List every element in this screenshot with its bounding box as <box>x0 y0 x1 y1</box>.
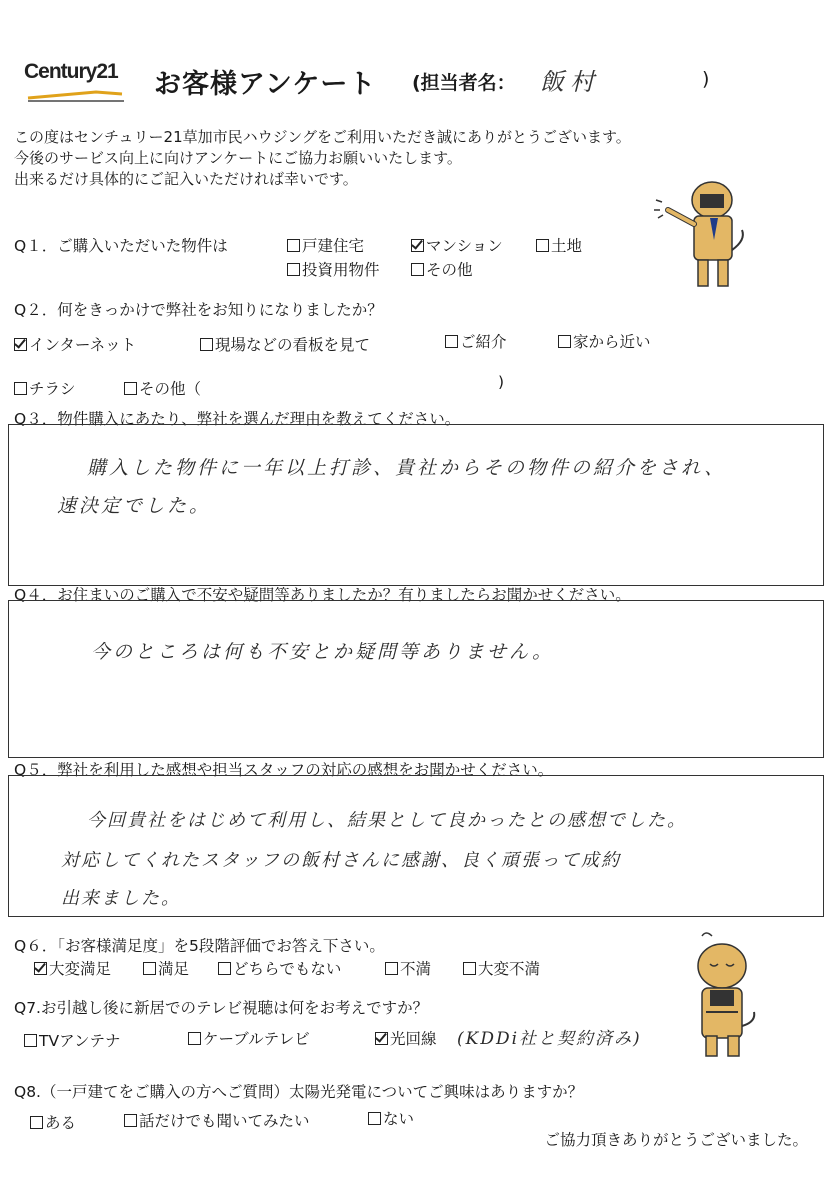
checked-checkbox-icon <box>14 338 27 351</box>
q5-question: Q５．弊社を利用した感想や担当スタッフの対応の感想をお聞かせください。 <box>14 761 554 779</box>
q2-other-close: ) <box>498 373 505 391</box>
intro-line: 今後のサービス向上に向けアンケートにご協力お願いいたします。 <box>14 149 462 167</box>
staff-field <box>412 68 710 96</box>
brand-name: Century21 <box>24 60 118 83</box>
checkbox-icon <box>30 1116 43 1129</box>
staff-label: (担当者名： <box>412 72 516 94</box>
q6-option-very-dissatisfied[interactable]: 大変不満 <box>463 957 540 979</box>
staff-close: ) <box>702 68 710 90</box>
q1-question: Q１．ご購入いただいた物件は <box>14 237 228 255</box>
q8-option-no[interactable]: ない <box>368 1107 414 1129</box>
q2-option-other[interactable]: その他（ <box>124 377 201 399</box>
q2-option-internet[interactable]: インターネット <box>14 333 136 355</box>
checkbox-icon <box>218 962 231 975</box>
q8-question: Q8.（一戸建てをご購入の方へご質問）太陽光発電についてご興味はありますか？ <box>14 1083 584 1101</box>
intro-text <box>14 127 631 190</box>
q2-option-signboard[interactable]: 現場などの看板を見て <box>200 333 370 355</box>
mascot-pointing-icon <box>650 180 760 292</box>
thanks-message: ご協力頂きありがとうございました。 <box>544 1131 808 1149</box>
checkbox-icon <box>385 962 398 975</box>
page-title: お客様アンケート <box>154 69 377 100</box>
q1-option-land[interactable]: 土地 <box>536 234 582 256</box>
q4-question: Q４．お住まいのご購入で不安や疑問等ありましたか？有りましたらお聞かせください。 <box>14 586 631 604</box>
q7-option-cable-tv[interactable]: ケーブルテレビ <box>188 1027 310 1049</box>
checkbox-icon <box>411 263 424 276</box>
q1-option-detached[interactable]: 戸建住宅 <box>287 234 364 256</box>
q7-option-fiber[interactable]: 光回線 <box>375 1027 437 1049</box>
intro-line: 出来るだけ具体的にご記入いただければ幸いです。 <box>14 170 358 188</box>
q1-option-mansion[interactable]: マンション <box>411 234 503 256</box>
q5-answer-line: 対応してくれたスタッフの飯村さんに感謝、良く頑張って成約 <box>61 850 621 871</box>
checkbox-icon <box>124 1114 137 1127</box>
mascot-bowing-icon <box>680 930 766 1060</box>
checkbox-icon <box>536 239 549 252</box>
checkbox-icon <box>445 335 458 348</box>
q5-answer-box[interactable] <box>8 775 824 917</box>
q6-option-very-satisfied[interactable]: 大変満足 <box>34 957 111 979</box>
checkbox-icon <box>287 263 300 276</box>
q7-question: Q7.お引越し後に新居でのテレビ視聴は何をお考えですか？ <box>14 999 429 1017</box>
q2-option-nearby[interactable]: 家から近い <box>558 330 651 352</box>
q3-answer-line: 購入した物件に一年以上打診、貴社からその物件の紹介をされ、 <box>87 457 727 479</box>
q4-answer-line: 今のところは何も不安とか疑問等ありません。 <box>91 641 555 663</box>
staff-name: 飯村 <box>540 68 600 96</box>
q1-option-other[interactable]: その他 <box>411 258 473 280</box>
checkbox-icon <box>24 1034 37 1047</box>
q4-answer-box[interactable] <box>8 600 824 758</box>
q1-option-investment[interactable]: 投資用物件 <box>287 258 380 280</box>
q5-answer-line: 今回貴社をはじめて利用し、結果として良かったとの感想でした。 <box>87 810 687 831</box>
q6-option-neutral[interactable]: どちらでもない <box>218 957 341 979</box>
checked-checkbox-icon <box>411 239 424 252</box>
checkbox-icon <box>124 382 137 395</box>
checkbox-icon <box>558 335 571 348</box>
q6-question: Q６．「お客様満足度」を5段階評価でお答え下さい。 <box>14 937 385 955</box>
checked-checkbox-icon <box>34 962 47 975</box>
q7-option-tv-antenna[interactable]: TVアンテナ <box>24 1029 120 1051</box>
q6-option-satisfied[interactable]: 満足 <box>143 957 189 979</box>
intro-line: この度はセンチュリー21草加市民ハウジングをご利用いただき誠にありがとうございます。 <box>14 128 631 146</box>
checkbox-icon <box>188 1032 201 1045</box>
q3-answer-box[interactable] <box>8 424 824 586</box>
logo-swoosh-icon <box>26 88 126 102</box>
checkbox-icon <box>287 239 300 252</box>
checkbox-icon <box>463 962 476 975</box>
q5-answer-line: 出来ました。 <box>61 888 181 909</box>
q2-option-flyer[interactable]: チラシ <box>14 377 76 399</box>
checkbox-icon <box>14 382 27 395</box>
q2-option-referral[interactable]: ご紹介 <box>445 330 507 352</box>
q8-option-yes[interactable]: ある <box>30 1111 76 1133</box>
checkbox-icon <box>143 962 156 975</box>
checkbox-icon <box>368 1112 381 1125</box>
q2-question: Q２．何をきっかけで弊社をお知りになりましたか？ <box>14 301 383 319</box>
q3-answer-line: 速決定でした。 <box>57 495 212 517</box>
q3-question: Q３．物件購入にあたり、弊社を選んだ理由を教えてください。 <box>14 410 461 428</box>
q8-option-just-listen[interactable]: 話だけでも聞いてみたい <box>124 1109 310 1131</box>
q6-option-dissatisfied[interactable]: 不満 <box>385 957 431 979</box>
checked-checkbox-icon <box>375 1032 388 1045</box>
q7-note: (KDDi社と契約済み) <box>457 1029 642 1049</box>
century21-logo <box>24 58 134 104</box>
checkbox-icon <box>200 338 213 351</box>
